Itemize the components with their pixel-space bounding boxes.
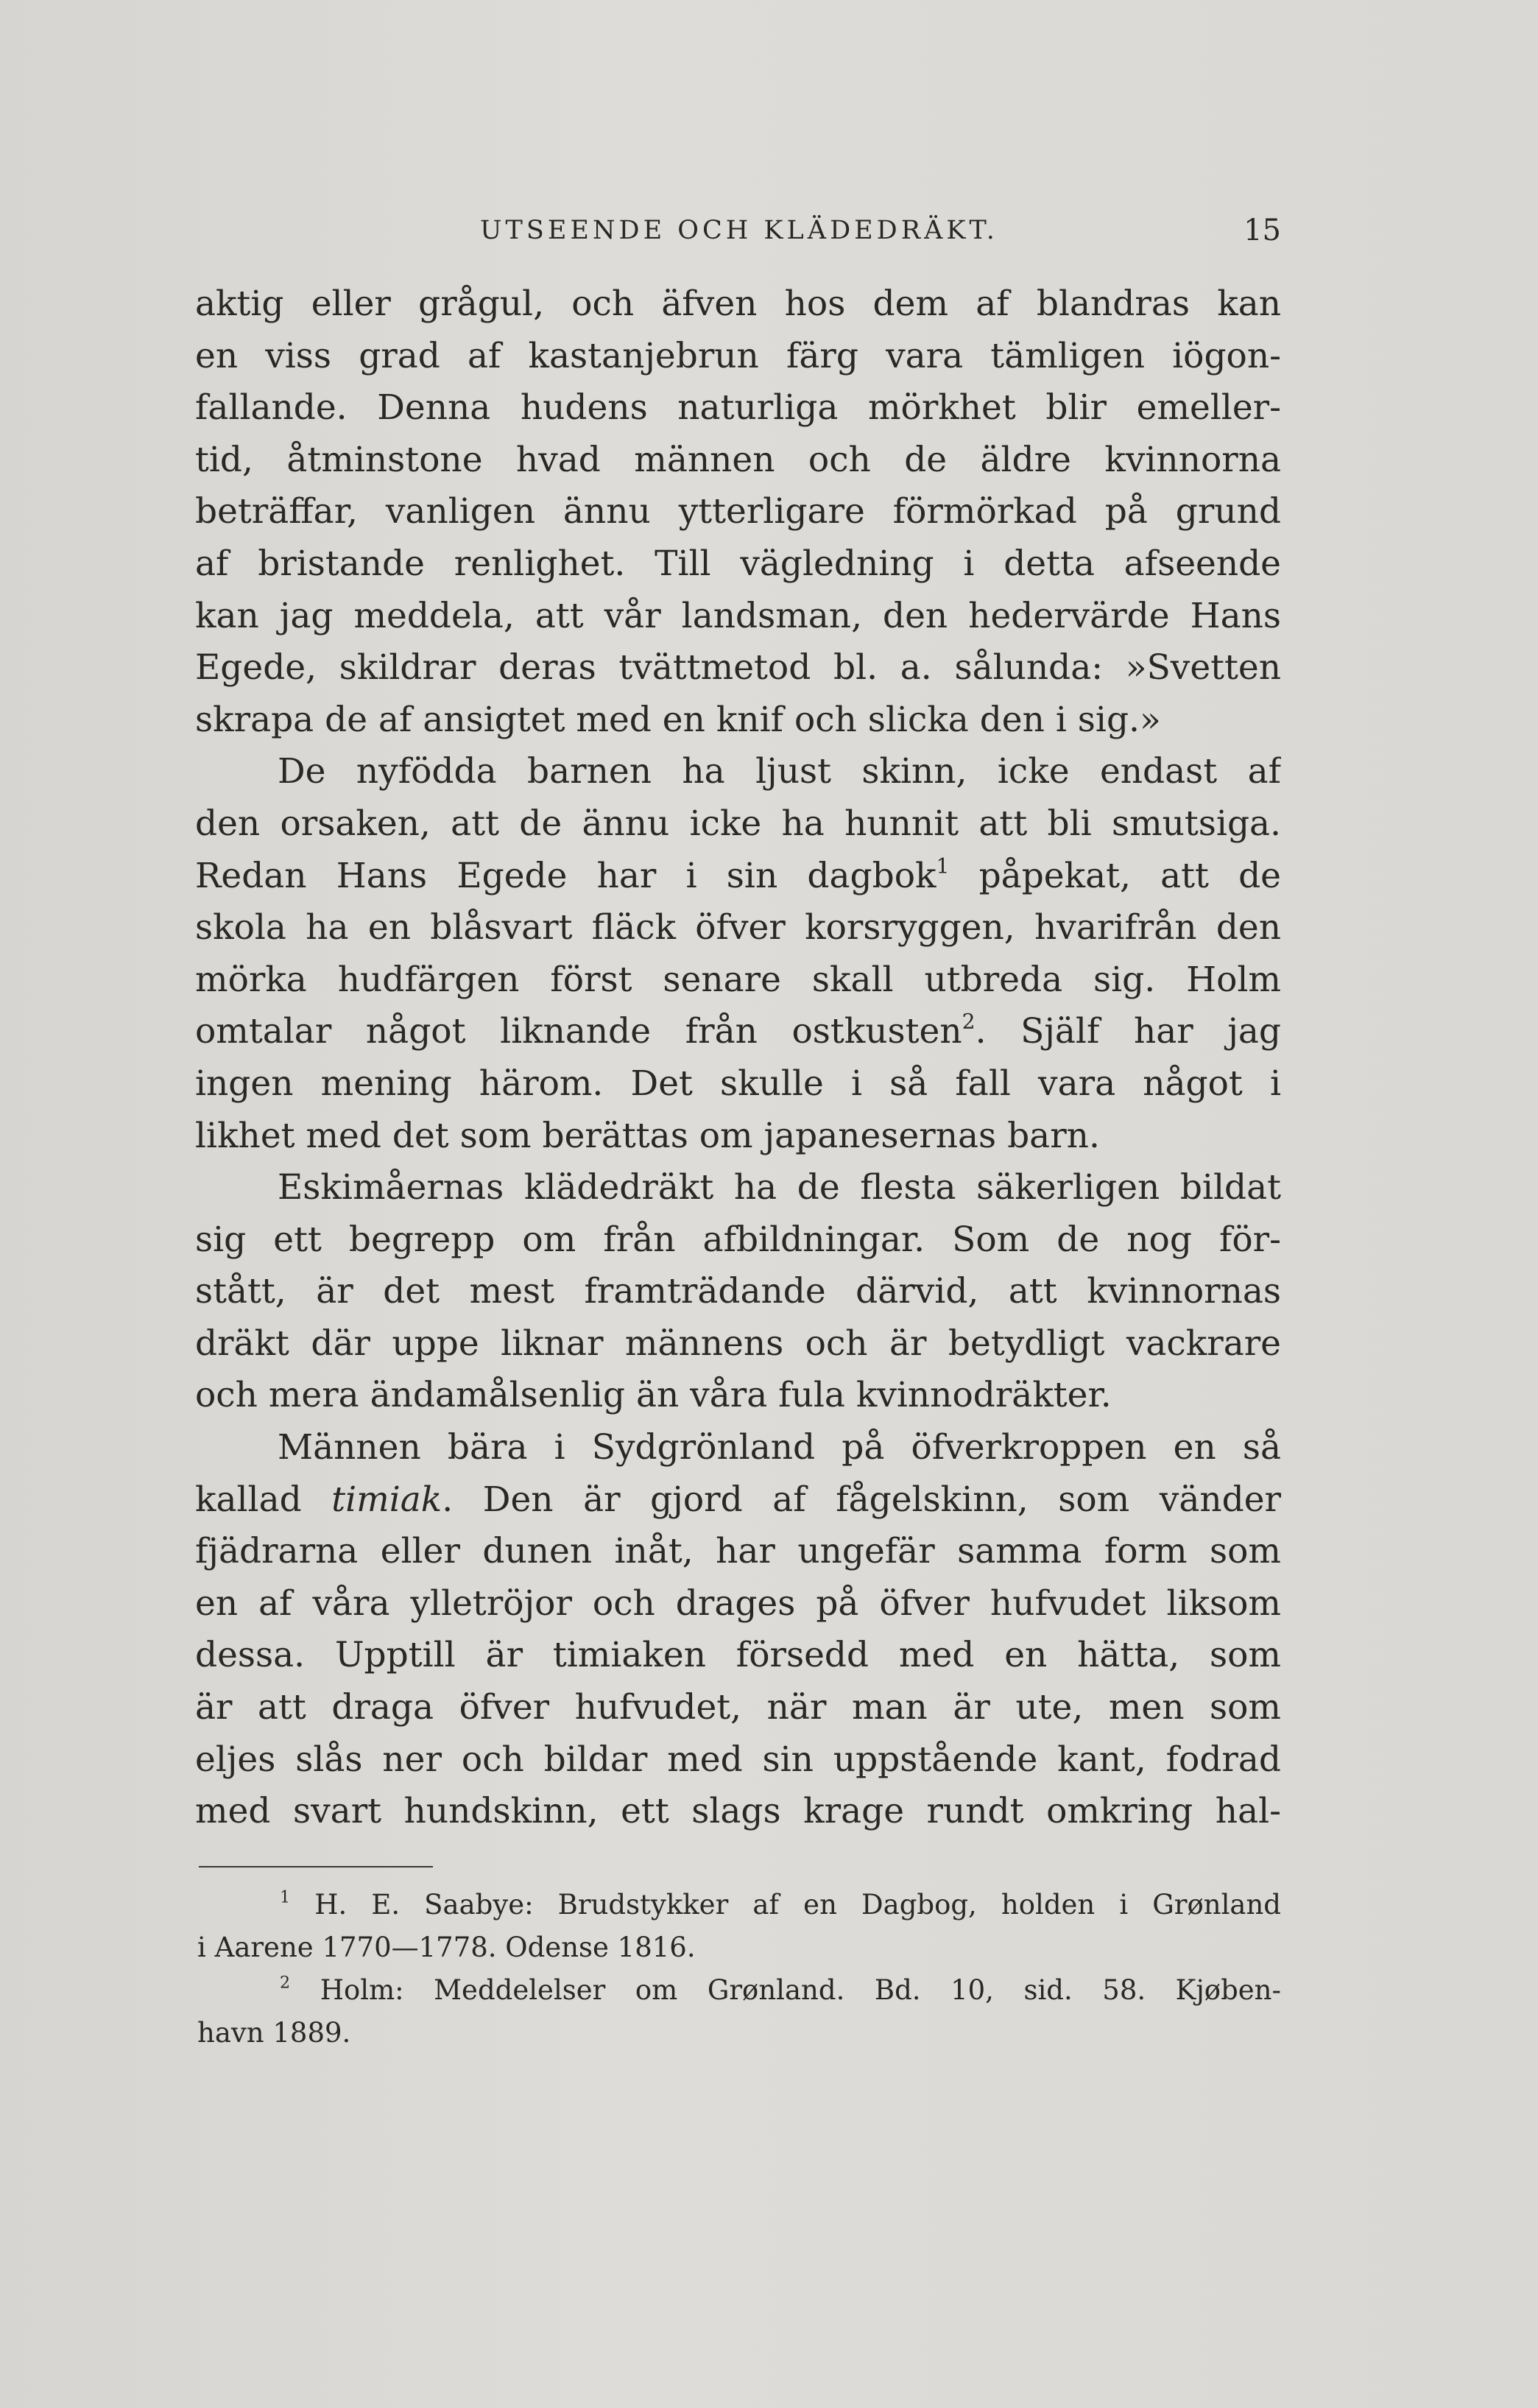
text-fragment: . Den är gjord af fågelskinn, som vänder: [442, 1479, 1281, 1520]
text-line: eljes slås ner och bildar med sin uppstående kant, fodrad: [195, 1739, 1281, 1780]
text-line: den orsaken, att de ännu icke ha hunnit att bli smutsiga.: [195, 803, 1281, 844]
text-line: sig ett begrepp om från afbildningar. Som de nog för-: [195, 1219, 1281, 1260]
text-line: Egede, skildrar deras tvättmetod bl. a. sålunda: »Svetten: [195, 647, 1281, 689]
footnote-marker: 2: [280, 1973, 291, 1993]
text-line: likhet med det som berättas om japanesernas barn.: [195, 1115, 1100, 1156]
text-line: med svart hundskinn, ett slags krage rundt omkring hal-: [195, 1791, 1281, 1832]
footnote-2: [197, 1969, 1281, 2012]
text-line: mörka hudfärgen först senare skall utbreda sig. Holm: [195, 959, 1281, 1000]
text-line: skola ha en blåsvart fläck öfver korsryggen, hvarifrån den: [195, 907, 1281, 948]
text-line: [195, 851, 1281, 903]
text-line: en viss grad af kastanjebrun färg vara tämligen iögon-: [195, 335, 1281, 376]
text-line: skrapa de af ansigtet med en knif och slicka den i sig.»: [195, 699, 1161, 740]
footnote-text: H. E. Saabye: Brudstykker af en Dagbog, holden i Grønland: [314, 1889, 1281, 1921]
text-line: fallande. Denna hudens naturliga mörkhet blir emeller-: [195, 387, 1281, 429]
running-head: [199, 212, 1281, 249]
footnotes: [197, 1884, 1281, 2055]
text-line: en af våra ylletröjor och drages på öfver hufvudet liksom: [195, 1583, 1281, 1624]
text-line: kan jag meddela, att vår landsman, den hedervärde Hans: [195, 595, 1281, 636]
footnote-text: Holm: Meddelelser om Grønland. Bd. 10, sid. 58. Kjøben-: [320, 1974, 1281, 2006]
text-line: Eskimåernas klädedräkt ha de flesta säkerligen bildat: [278, 1167, 1281, 1208]
text-line: beträffar, vanligen ännu ytterligare förmörkad på grund: [195, 491, 1281, 532]
text-line: [195, 1474, 1281, 1527]
text-line: ingen mening härom. Det skulle i så fall vara något i: [195, 1063, 1281, 1104]
text-line: aktig eller grågul, och äfven hos dem af blandras kan: [195, 284, 1281, 324]
footnote-marker: 1: [280, 1887, 291, 1907]
text-fragment: omtalar något liknande från ostkusten: [195, 1011, 962, 1052]
text-line: fjädrarna eller dunen inåt, har ungefär samma form som: [195, 1531, 1281, 1572]
text-line: Männen bära i Sydgrönland på öfverkroppen en så: [278, 1427, 1281, 1468]
footnote-ref: 2: [962, 1009, 976, 1034]
text-line: tid, åtminstone hvad männen och de äldre kvinnorna: [195, 439, 1281, 480]
text-line: stått, är det mest framträdande därvid, att kvinnornas: [195, 1271, 1281, 1312]
body-text: [195, 278, 1281, 1838]
footnote-1: [197, 1884, 1281, 1926]
text-line: dräkt där uppe liknar männens och är betydligt vackrare: [195, 1323, 1281, 1364]
footnote-rule: [199, 1866, 433, 1867]
text-line: dessa. Upptill är timiaken försedd med en hätta, som: [195, 1635, 1281, 1676]
text-fragment: Redan Hans Egede har i sin dagbok: [195, 855, 936, 896]
footnote-ref: 1: [936, 853, 950, 878]
text-fragment: kallad: [195, 1479, 332, 1520]
running-title: UTSEENDE OCH KLÄDEDRÄKT.: [480, 216, 998, 245]
footnote-1-continued: i Aarene 1770—1778. Odense 1816.: [197, 1932, 696, 1963]
text-fragment: . Själf har jag: [975, 1011, 1281, 1052]
text-line: af bristande renlighet. Till vägledning i detta afseende: [195, 543, 1281, 584]
text-line: De nyfödda barnen ha ljust skinn, icke endast af: [278, 751, 1281, 792]
text-line: är att draga öfver hufvudet, när man är ute, men som: [195, 1687, 1281, 1728]
text-line: [195, 1006, 1281, 1058]
italic-term: timiak: [331, 1479, 442, 1520]
page-number: 15: [1244, 214, 1281, 247]
text-line: och mera ändamålsenlig än våra fula kvinnodräkter.: [195, 1375, 1112, 1416]
text-fragment: påpekat, att de: [949, 855, 1281, 896]
footnote-2-continued: havn 1889.: [197, 2017, 351, 2049]
